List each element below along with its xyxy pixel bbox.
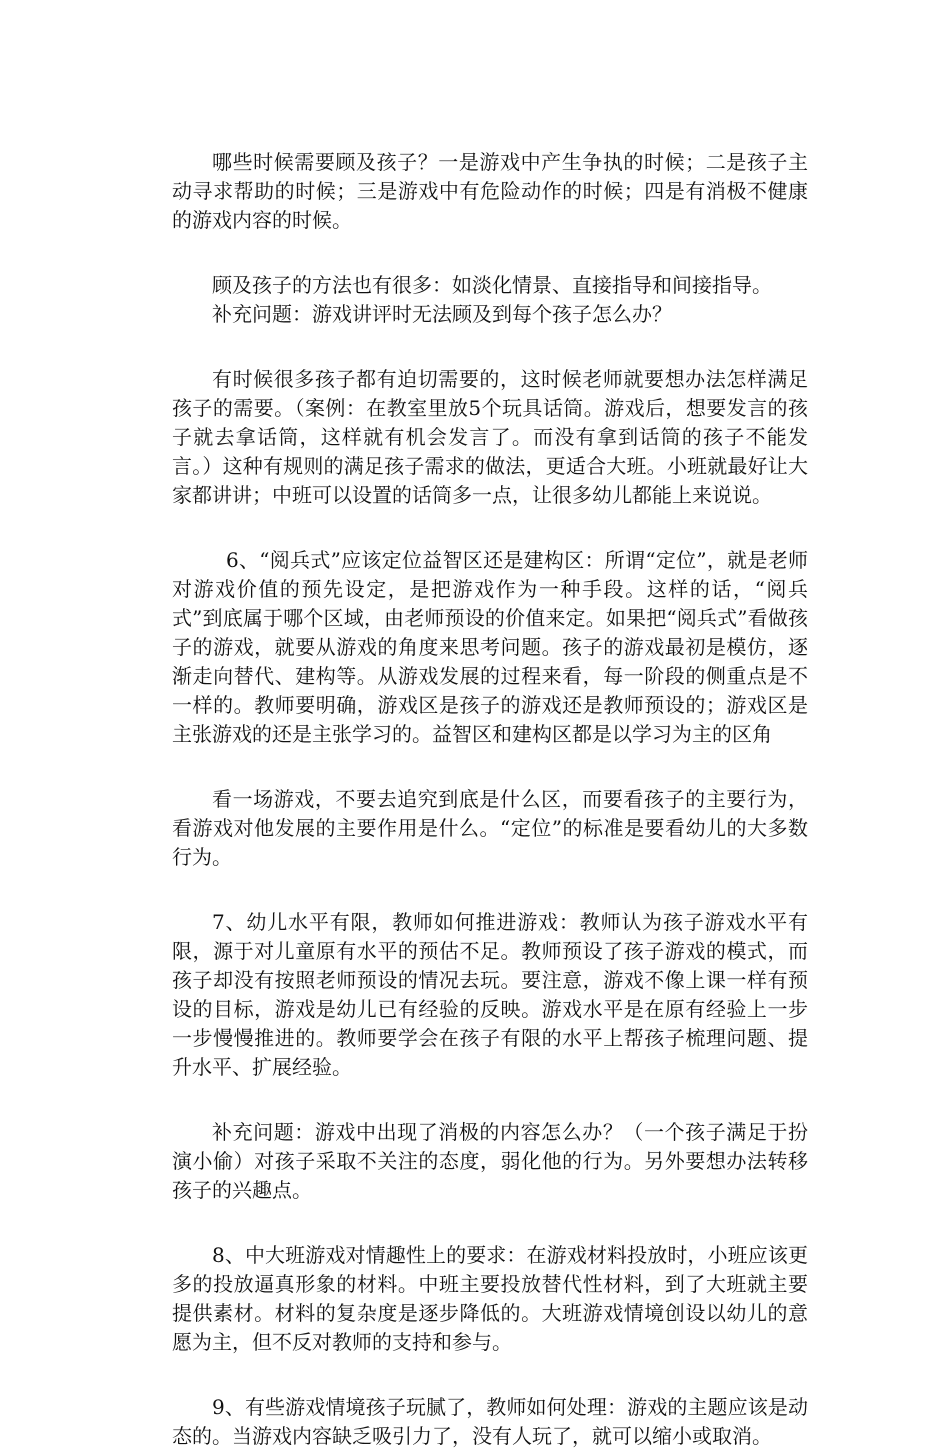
paragraph-supplement-question-1: 补充问题：游戏讲评时无法顾及到每个孩子怎么办？ <box>212 302 672 326</box>
paragraph-attend-methods: 顾及孩子的方法也有很多：如淡化情景、直接指导和间接指导。 <box>212 273 772 297</box>
paragraph-section-9: 9、有些游戏情境孩子玩腻了，教师如何处理：游戏的主题应该是动态的。当游戏内容缺乏吸引力了，没有人玩了，就可以缩小或取消。 <box>172 1395 808 1448</box>
paragraph-supplement-question-2: 补充问题：游戏中出现了消极的内容怎么办？（一个孩子满足于扮演小偷）对孩子采取不关注的态度，弱化他的行为。另外要想办法转移孩子的兴趣点。 <box>172 1120 808 1202</box>
paragraph-section-8: 8、中大班游戏对情趣性上的要求：在游戏材料投放时，小班应该更多的投放逼真形象的材料。中班主要投放替代性材料，到了大班就主要提供素材。材料的复杂度是逐步降低的。大班游戏情境创设以幼儿的意愿为主，但不反对教师的支持和参与。 <box>172 1243 808 1354</box>
paragraph-positioning: 看一场游戏，不要去追究到底是什么区，而要看孩子的主要行为，看游戏对他发展的主要作用是什么。“定位”的标准是要看幼儿的大多数行为。 <box>172 787 808 869</box>
paragraph-section-6: 6、“阅兵式”应该定位益智区还是建构区：所谓“定位”，就是老师对游戏价值的预先设定，是把游戏作为一种手段。这样的话，“阅兵式”到底属于哪个区域，由老师预设的价值来定。如果把“阅兵式”看做孩子的游戏，就要从游戏的角度来思考问题。孩子的游戏最初是模仿，逐渐走向替代、建构等。从游戏发展的过程来看，每一阶段的侧重点是不一样的。教师要明确，游戏区是孩子的游戏还是教师预设的；游戏区是主张游戏的还是主张学习的。益智区和建构区都是以学习为主的区角 <box>172 548 808 746</box>
paragraph-microphone-case: 有时候很多孩子都有迫切需要的，这时候老师就要想办法怎样满足孩子的需要。（案例：在教室里放5个玩具话筒。游戏后，想要发言的孩子就去拿话筒，这样就有机会发言了。而没有拿到话筒的孩子不能发言。）这种有规则的满足孩子需求的做法，更适合大班。小班就最好让大家都讲讲；中班可以设置的话筒多一点，让很多幼儿都能上来说说。 <box>172 367 808 507</box>
paragraph-attend-when: 哪些时候需要顾及孩子？一是游戏中产生争执的时候；二是孩子主动寻求帮助的时候；三是游戏中有危险动作的时候；四是有消极不健康的游戏内容的时候。 <box>172 150 808 232</box>
document-body <box>172 148 808 1451</box>
paragraph-section-7: 7、幼儿水平有限，教师如何推进游戏：教师认为孩子游戏水平有限，源于对儿童原有水平的预估不足。教师预设了孩子游戏的模式，而孩子却没有按照老师预设的情况去玩。要注意，游戏不像上课一样有预设的目标，游戏是幼儿已有经验的反映。游戏水平是在原有经验上一步一步慢慢推进的。教师要学会在孩子有限的水平上帮孩子梳理问题、提升水平、扩展经验。 <box>172 910 808 1079</box>
